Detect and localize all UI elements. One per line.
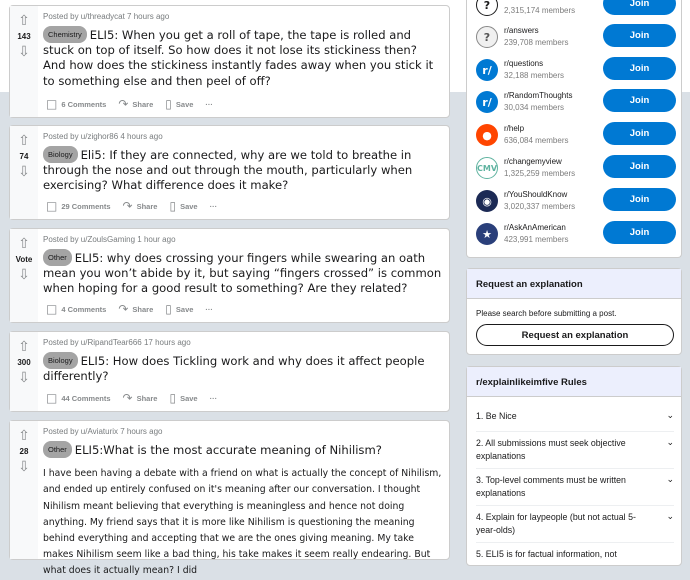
- rule-text: 5. ELI5 is for factual information, not: [476, 549, 617, 559]
- post-actions: [46, 302, 213, 316]
- vote-count: 143: [17, 32, 31, 41]
- more-options-button[interactable]: ···: [205, 304, 213, 314]
- downvote-icon[interactable]: ⇩: [18, 267, 30, 283]
- post-meta[interactable]: Posted by u/RipandTear666 17 hours ago: [43, 338, 191, 347]
- upvote-icon[interactable]: ⇧: [18, 428, 30, 444]
- community-name[interactable]: r/questions: [504, 59, 544, 68]
- related-communities-card: [466, 0, 682, 258]
- post-card[interactable]: [9, 331, 450, 412]
- share-button[interactable]: [123, 199, 158, 213]
- rule-item[interactable]: [476, 410, 674, 432]
- community-members: 3,020,337 members: [504, 202, 576, 211]
- community-members: 30,034 members: [504, 103, 565, 112]
- vote-column: [10, 421, 38, 559]
- share-label: Share: [132, 99, 154, 109]
- community-avatar-icon: r/: [476, 59, 498, 81]
- community-members: 2,315,174 members: [504, 6, 576, 15]
- community-item[interactable]: [476, 57, 676, 83]
- post-title-text[interactable]: ELI5: How does Tickling work and why does it affect people differently?: [43, 354, 425, 384]
- save-button[interactable]: [169, 199, 197, 213]
- save-label: Save: [175, 99, 194, 109]
- vote-column: [10, 229, 38, 322]
- comments-button[interactable]: [46, 391, 111, 405]
- comment-icon: □: [46, 302, 58, 316]
- vote-count: Vote: [15, 255, 33, 264]
- post-actions: [46, 97, 213, 111]
- comments-label: 4 Comments: [61, 304, 107, 314]
- share-icon: ↷: [118, 302, 129, 316]
- join-button[interactable]: Join: [603, 0, 676, 15]
- comments-button[interactable]: [46, 199, 111, 213]
- chevron-down-icon[interactable]: ⌄: [666, 411, 674, 421]
- request-note: Please search before submitting a post.: [476, 309, 617, 318]
- share-icon: ↷: [118, 97, 129, 111]
- share-icon: ↷: [122, 199, 133, 213]
- share-icon: ↷: [122, 391, 133, 405]
- flair-badge[interactable]: Other: [43, 441, 72, 458]
- share-button[interactable]: [118, 302, 153, 316]
- downvote-icon[interactable]: ⇩: [18, 370, 30, 386]
- comment-icon: □: [46, 199, 58, 213]
- community-item[interactable]: [476, 155, 676, 181]
- post-title-text[interactable]: ELI5: why does crossing your fingers while swearing an oath mean you won’t abide by it, but saying “fingers crossed” is common when hoping for a good result to something? Are they related?: [43, 251, 442, 296]
- share-button[interactable]: [118, 97, 153, 111]
- vote-column: [10, 6, 38, 117]
- vote-count: 28: [19, 447, 29, 456]
- rule-text: 3. Top-level comments must be written explanations: [476, 475, 626, 498]
- rules-card-header: r/explainlikeimfive Rules: [467, 367, 681, 397]
- community-item[interactable]: [476, 221, 676, 247]
- comments-label: 29 Comments: [61, 201, 111, 211]
- flair-badge[interactable]: Chemistry: [43, 26, 87, 43]
- downvote-icon[interactable]: ⇩: [18, 459, 30, 475]
- post-selftext: I have been having a debate with a friend on what is actually the concept of Nihilism, and ended up entirely confused on it's meaning after our conversation. I thought Nihilism meant believing that everything is meaningless and hence not doing anything. My friend says that it is more like Nihilism is questioning the meaning behind everything and accepting that we are the ones giving meaning. My take makes Nihilism seem like a bad thing, his take makes it seem really endearing. But what does it actually mean? I did: [43, 468, 442, 577]
- downvote-icon[interactable]: ⇩: [18, 44, 30, 60]
- flair-badge[interactable]: Other: [43, 249, 72, 266]
- flair-badge[interactable]: Biology: [43, 352, 78, 369]
- share-label: Share: [132, 304, 154, 314]
- chevron-down-icon[interactable]: ⌄: [666, 512, 674, 522]
- post-title[interactable]: [43, 352, 443, 384]
- more-options-button[interactable]: ···: [209, 393, 218, 403]
- save-button[interactable]: [165, 97, 193, 111]
- downvote-icon[interactable]: ⇩: [18, 164, 30, 180]
- rule-item[interactable]: [476, 511, 674, 543]
- community-avatar-icon: ?: [476, 26, 498, 48]
- more-options-button[interactable]: ···: [209, 201, 218, 211]
- community-name[interactable]: r/RandomThoughts: [504, 91, 573, 100]
- rule-item[interactable]: [476, 548, 674, 568]
- save-label: Save: [180, 393, 198, 403]
- community-item[interactable]: [476, 24, 676, 50]
- upvote-icon[interactable]: ⇧: [18, 236, 30, 252]
- chevron-down-icon[interactable]: ⌄: [666, 438, 674, 448]
- rule-item[interactable]: [476, 474, 674, 506]
- save-icon: ▯: [169, 199, 177, 213]
- rule-item[interactable]: [476, 437, 674, 469]
- community-avatar-icon: CMV: [476, 157, 498, 179]
- post-title-text[interactable]: ELI5: When you get a roll of tape, the tape is rolled and stuck on top of itself. So how does it not lose its stickiness then? And how does the stickiness instantly fades away when you stick it to something else and then peel of off?: [43, 28, 434, 88]
- comments-button[interactable]: [46, 302, 106, 316]
- save-icon: ▯: [165, 97, 172, 111]
- share-label: Share: [136, 201, 158, 211]
- community-members: 239,708 members: [504, 38, 569, 47]
- rule-text: 4. Explain for laypeople (but not actual 5-year-olds): [476, 512, 636, 535]
- rule-text: 2. All submissions must seek objective explanations: [476, 438, 626, 461]
- save-button[interactable]: [165, 302, 193, 316]
- community-avatar-icon: r/: [476, 91, 498, 113]
- community-item[interactable]: [476, 89, 676, 115]
- community-avatar-icon: ?: [476, 0, 498, 16]
- join-button[interactable]: Join: [603, 188, 676, 211]
- vote-count: 74: [19, 152, 29, 161]
- post-title[interactable]: [43, 249, 443, 297]
- comments-label: 44 Comments: [61, 393, 111, 403]
- join-button[interactable]: Join: [603, 122, 676, 145]
- community-name[interactable]: r/AskAnAmerican: [504, 223, 566, 232]
- vote-count: 300: [17, 358, 31, 367]
- post-meta[interactable]: Posted by u/zighor86 4 hours ago: [43, 132, 163, 141]
- post-card[interactable]: [9, 125, 450, 220]
- post-meta[interactable]: Posted by u/ZoulsGaming 1 hour ago: [43, 235, 176, 244]
- post-title[interactable]: [43, 441, 443, 458]
- rules-card: [466, 366, 682, 566]
- post-card[interactable]: [9, 420, 450, 577]
- request-card-header: Request an explanation: [467, 269, 681, 299]
- join-button[interactable]: Join: [603, 24, 676, 47]
- community-name[interactable]: r/YouShouldKnow: [504, 190, 568, 199]
- save-icon: ▯: [165, 302, 172, 316]
- post-card[interactable]: [9, 228, 450, 323]
- community-members: 1,325,259 members: [504, 169, 576, 178]
- vote-column: [10, 126, 38, 219]
- post-title-text[interactable]: ELI5:What is the most accurate meaning of Nihilism?: [74, 443, 382, 457]
- join-button[interactable]: Join: [603, 89, 676, 112]
- save-button[interactable]: [169, 391, 197, 405]
- community-name[interactable]: r/changemyview: [504, 157, 562, 166]
- post-title-text[interactable]: Eli5: If they are connected, why are we told to breathe in through the nose and out through the mouth, particularly when exercising? What difference does it make?: [43, 148, 413, 193]
- community-members: 32,188 members: [504, 71, 565, 80]
- share-label: Share: [136, 393, 158, 403]
- upvote-icon[interactable]: ⇧: [18, 13, 30, 29]
- comment-icon: □: [46, 391, 58, 405]
- upvote-icon[interactable]: ⇧: [18, 133, 30, 149]
- community-avatar-icon: ●: [476, 124, 498, 146]
- community-item[interactable]: [476, 122, 676, 148]
- request-explanation-button[interactable]: Request an explanation: [476, 324, 674, 346]
- chevron-down-icon[interactable]: ⌄: [666, 475, 674, 485]
- community-name[interactable]: r/answers: [504, 26, 539, 35]
- save-label: Save: [180, 201, 198, 211]
- community-members: 423,991 members: [504, 235, 569, 244]
- post-actions: [46, 199, 217, 213]
- share-button[interactable]: [123, 391, 158, 405]
- comments-button[interactable]: [46, 97, 106, 111]
- community-avatar-icon: ★: [476, 223, 498, 245]
- request-explanation-card: [466, 268, 682, 355]
- flair-badge[interactable]: Biology: [43, 146, 78, 163]
- post-title[interactable]: [43, 26, 443, 89]
- post-meta[interactable]: Posted by u/threadycat 7 hours ago: [43, 12, 170, 21]
- comments-label: 6 Comments: [61, 99, 107, 109]
- comment-icon: □: [46, 97, 58, 111]
- post-card[interactable]: [9, 5, 450, 118]
- rule-text: 1. Be Nice: [476, 411, 517, 421]
- join-button[interactable]: Join: [603, 57, 676, 80]
- join-button[interactable]: Join: [603, 221, 676, 244]
- join-button[interactable]: Join: [603, 155, 676, 178]
- post-meta[interactable]: Posted by u/Aviaturix 7 hours ago: [43, 427, 163, 436]
- save-icon: ▯: [169, 391, 177, 405]
- save-label: Save: [175, 304, 194, 314]
- community-item[interactable]: [476, 0, 676, 18]
- upvote-icon[interactable]: ⇧: [18, 339, 30, 355]
- post-title[interactable]: [43, 146, 443, 194]
- vote-column: [10, 332, 38, 411]
- post-actions: [46, 391, 217, 405]
- community-name[interactable]: r/help: [504, 124, 525, 133]
- community-item[interactable]: [476, 188, 676, 214]
- community-avatar-icon: ◉: [476, 190, 498, 212]
- community-members: 636,084 members: [504, 136, 569, 145]
- more-options-button[interactable]: ···: [205, 99, 213, 109]
